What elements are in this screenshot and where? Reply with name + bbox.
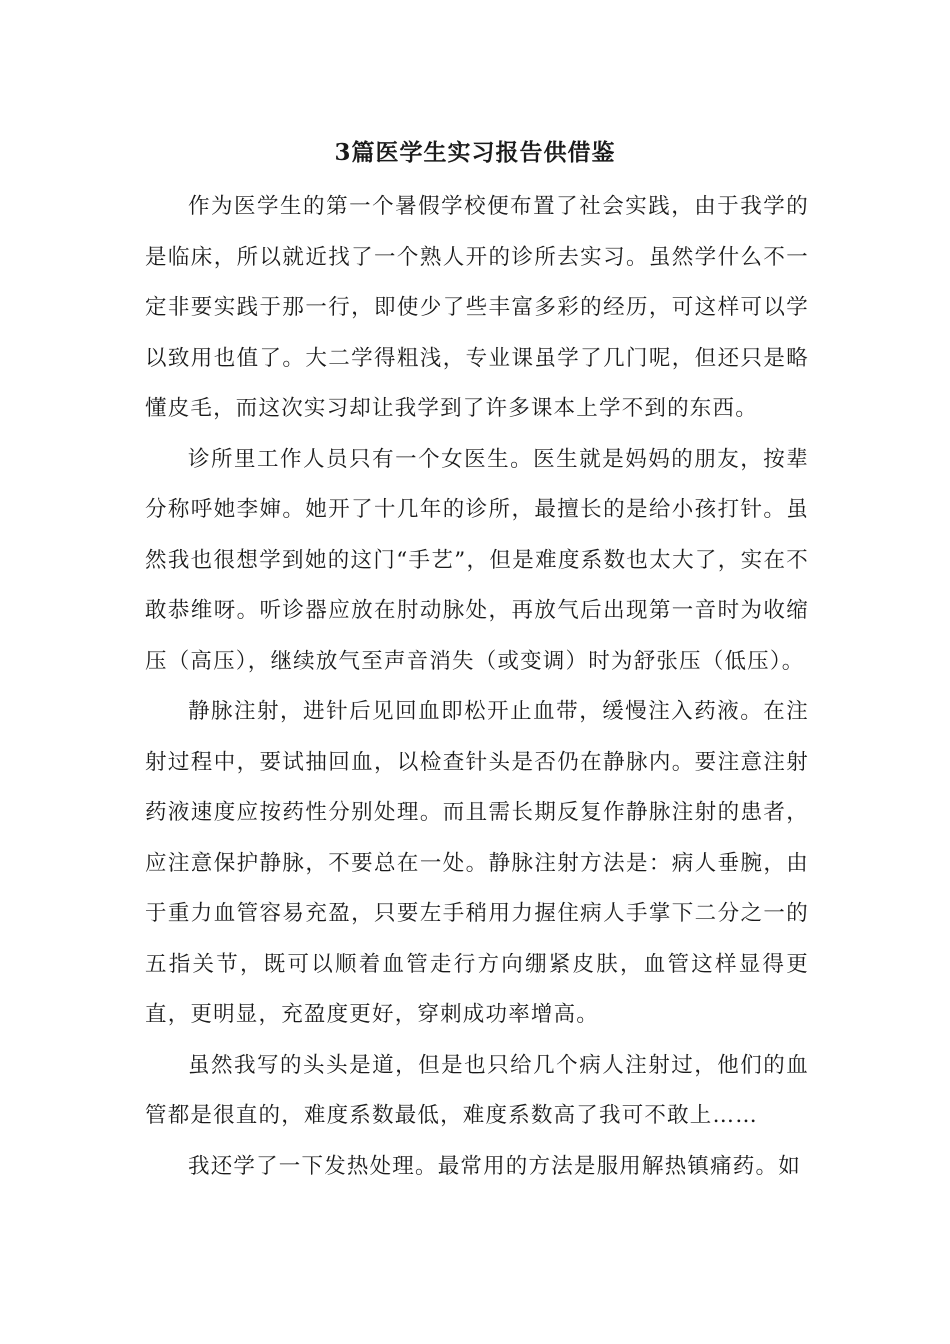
paragraph-1: 作为医学生的第一个暑假学校便布置了社会实践，由于我学的是临床，所以就近找了一个熟人开的诊所去实习。虽然学什么不一定非要实践于那一行，即使少了些丰富多彩的经历，可这样可以学以致用也值了。大二学得粗浅，专业课虽学了几门呢，但还只是略懂皮毛，而这次实习却让我学到了许多课本上学不到的东西。 bbox=[145, 194, 809, 421]
document-title: 3篇医学生实习报告供借鉴 bbox=[334, 139, 616, 166]
document-body bbox=[145, 182, 809, 1192]
paragraph-4: 虽然我写的头头是道，但是也只给几个病人注射过，他们的血管都是很直的，难度系数最低，难度系数高了我可不敢上…… bbox=[145, 1052, 809, 1128]
paragraph-5: 我还学了一下发热处理。最常用的方法是服用解热镇痛药。如 bbox=[188, 1153, 801, 1179]
paragraph-2: 诊所里工作人员只有一个女医生。医生就是妈妈的朋友，按辈分称呼她李婶。她开了十几年的诊所，最擅长的是给小孩打针。虽然我也很想学到她的这门“手艺”，但是难度系数也太大了，实在不敢恭维呀。听诊器应放在肘动脉处，再放气后出现第一音时为收缩压（高压），继续放气至声音消失（或变调）时为舒张压（低压）。 bbox=[145, 446, 809, 674]
paragraph-3: 静脉注射，进针后见回血即松开止血带，缓慢注入药液。在注射过程中，要试抽回血，以检查针头是否仍在静脉内。要注意注射药液速度应按药性分别处理。而且需长期反复作静脉注射的患者，应注意保护静脉，不要总在一处。静脉注射方法是：病人垂腕，由于重力血管容易充盈，只要左手稍用力握住病人手掌下二分之一的五指关节，既可以顺着血管走行方向绷紧皮肤，血管这样显得更直，更明显，充盈度更好，穿刺成功率增高。 bbox=[145, 699, 809, 1027]
